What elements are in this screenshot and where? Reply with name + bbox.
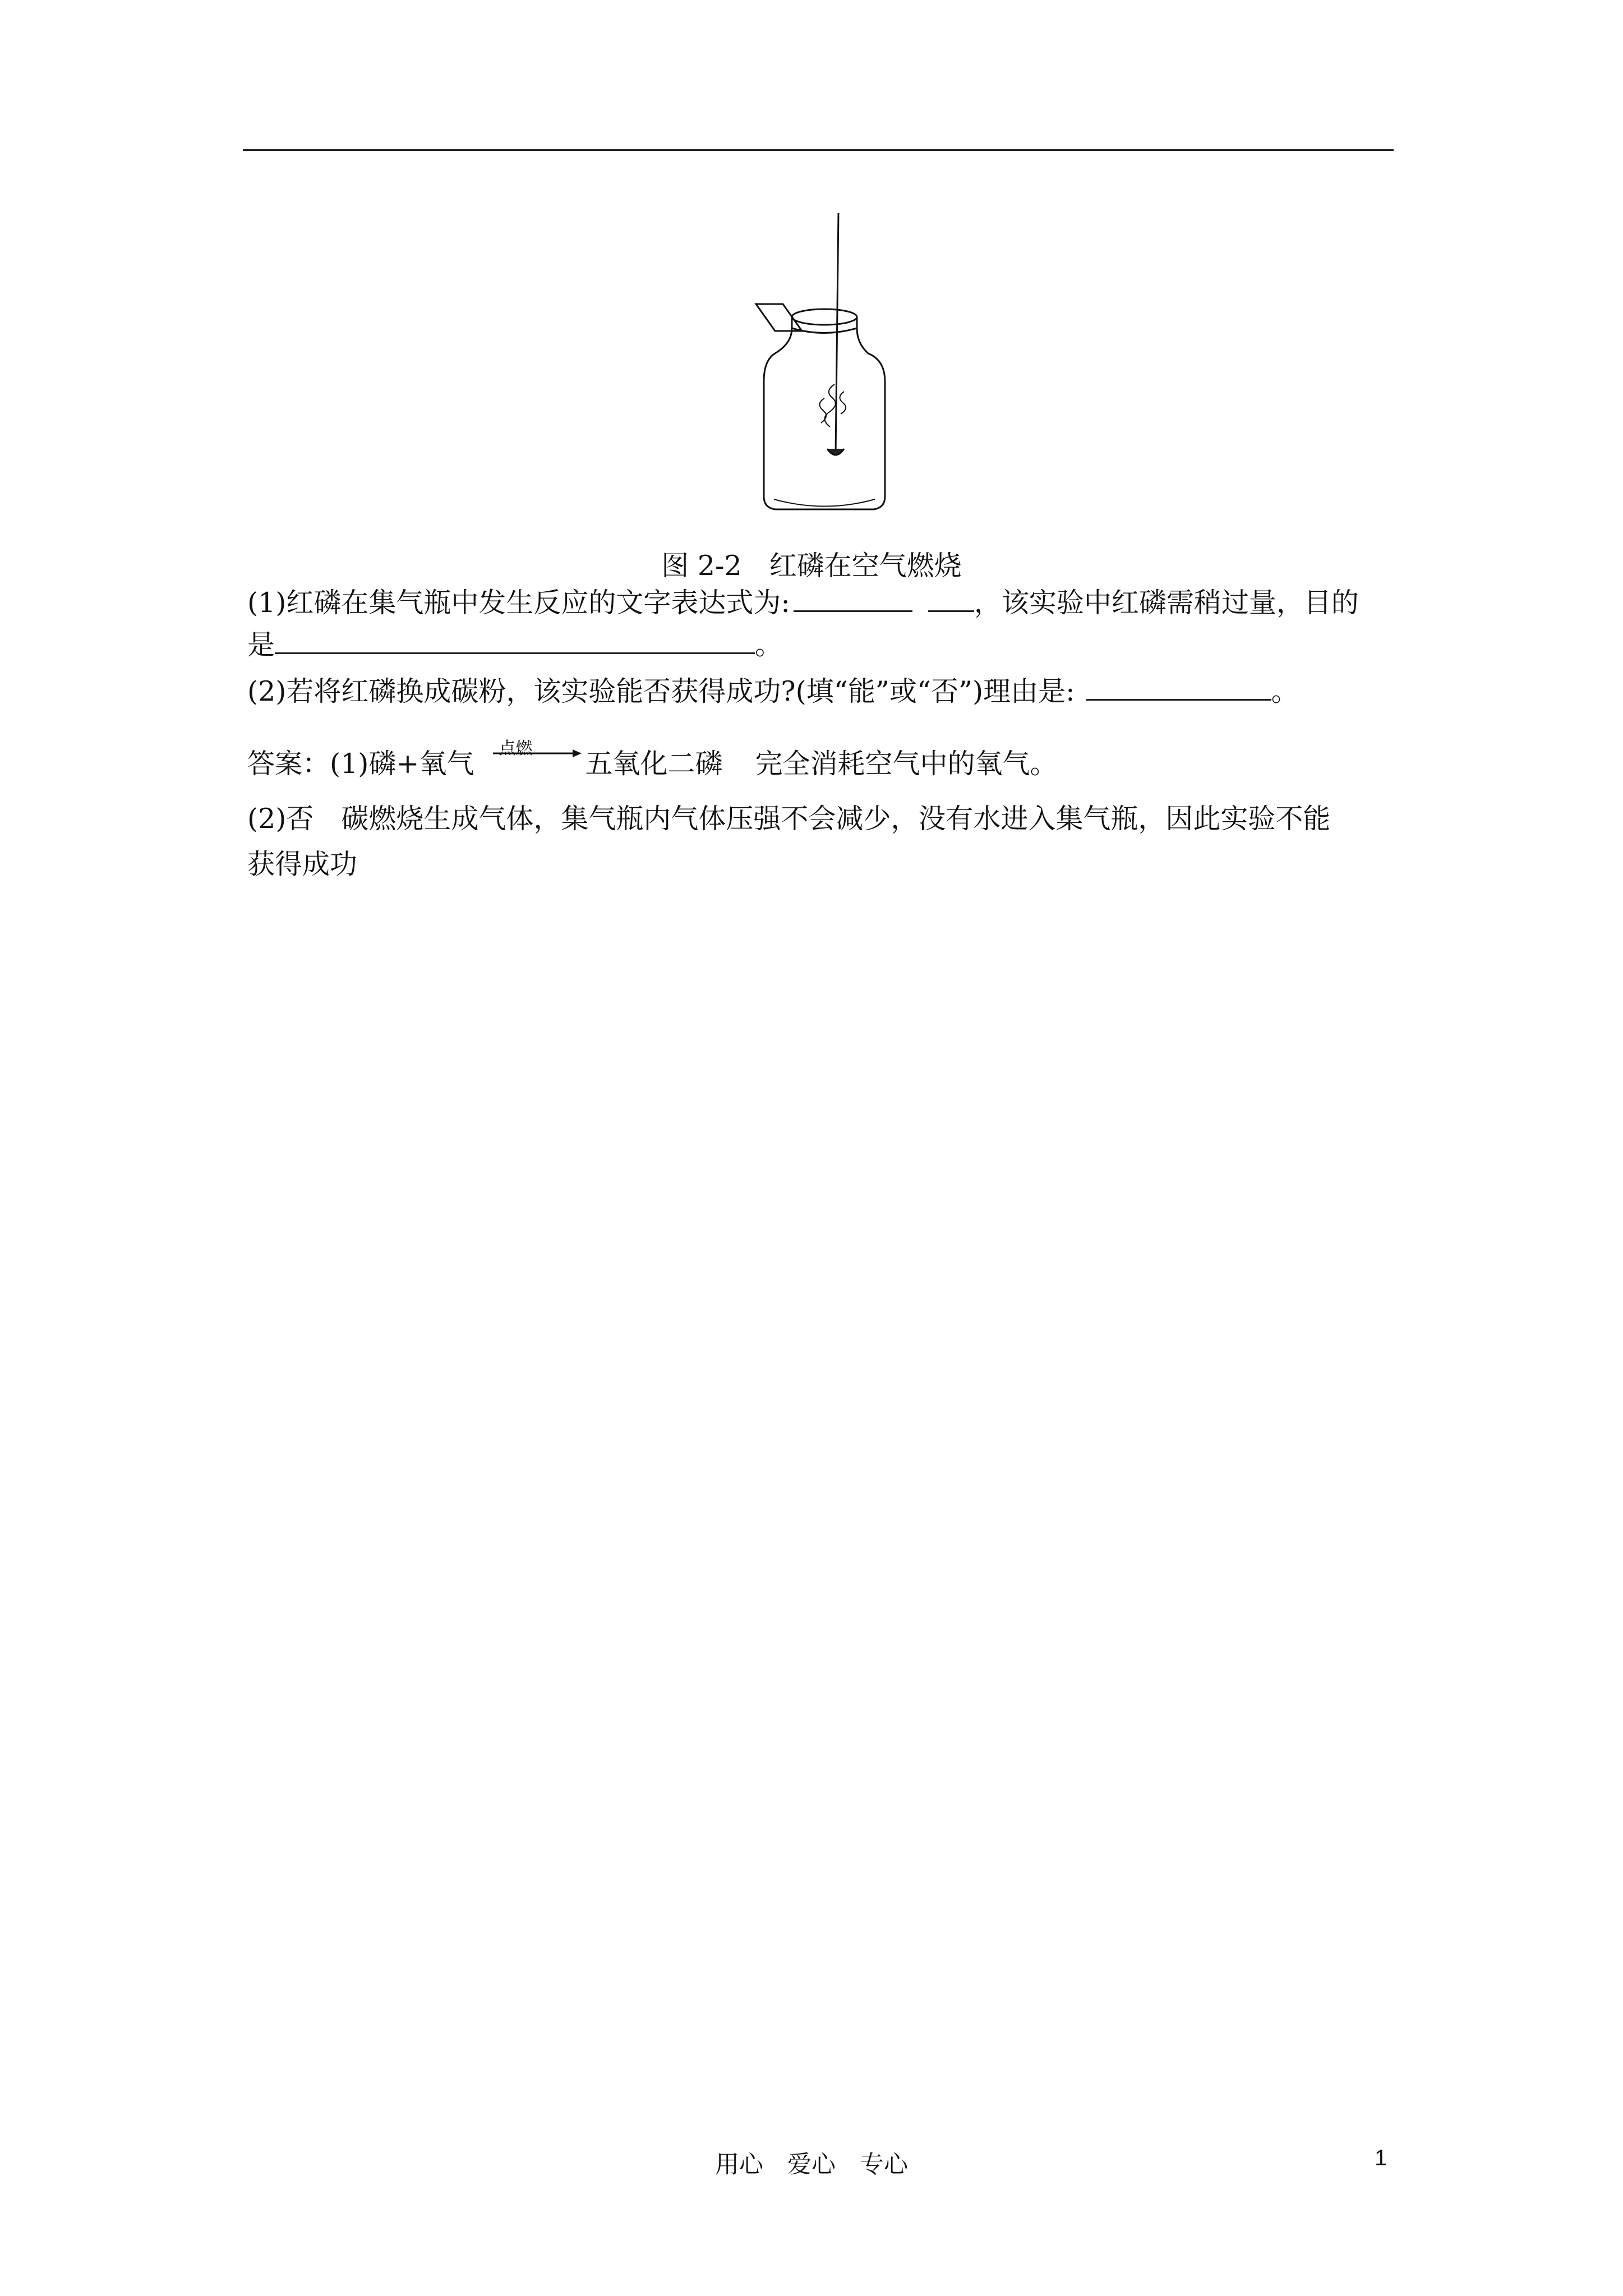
footer-motto: 用心 爱心 专心 <box>715 2151 908 2179</box>
page-number: 1 <box>1375 2146 1387 2170</box>
question-2-line <box>247 672 1299 711</box>
answer-part1-product: 五氧化二磷 <box>585 748 723 780</box>
question-2-text: (2)若将红磷换成碳粉，该实验能否获得成功?(填“能”或“否”)理由是: <box>247 675 1075 707</box>
answer-line-1 <box>247 739 1058 784</box>
answer-blank <box>794 586 912 612</box>
answer-line-3: 获得成功 <box>247 848 358 880</box>
answer-part1-reason: 完全消耗空气中的氧气。 <box>755 748 1058 780</box>
answer-blank <box>1086 674 1271 701</box>
header-rule <box>243 149 1394 151</box>
reaction-condition: 点燃 <box>499 739 533 758</box>
question-1-text: (1)红磷在集气瓶中发生反应的文字表达式为: <box>247 587 790 619</box>
question-2-end: 。 <box>1271 675 1299 707</box>
question-1-suffix: ，该实验中红磷需稍过量，目的 <box>974 587 1359 619</box>
question-1-line-1 <box>247 583 1359 623</box>
answer-label: 答案： <box>247 748 330 780</box>
answer-blank <box>928 586 974 612</box>
answer-part1-reactants: (1)磷+氧气 <box>330 748 474 780</box>
figure-caption: 图 2-2 红磷在空气燃烧 <box>661 550 962 582</box>
answer-blank <box>275 628 755 654</box>
answer-line-2: (2)否 碳燃烧生成气体，集气瓶内气体压强不会减少，没有水进入集气瓶，因此实验不能 <box>247 803 1331 835</box>
red-phosphorus-bottle-illustration <box>740 213 886 527</box>
question-1-line-2 <box>247 625 782 665</box>
reaction-arrow <box>476 739 583 773</box>
question-1-line-2-end: 。 <box>755 629 783 661</box>
question-1-line-2-prefix: 是 <box>247 629 275 661</box>
